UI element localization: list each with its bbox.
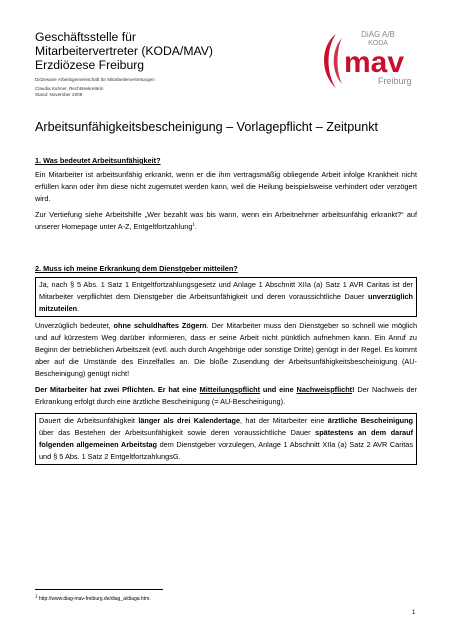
footnote-number: 1 [35,593,38,599]
section-1-heading: 1. Was bedeutet Arbeitsunfähigkeit? [35,156,161,165]
box-2-a: Dauert die Arbeitsunfähigkeit [39,416,135,425]
para-2-bold-1: Der Mitarbeiter hat zwei Pflichten. Er hat eine [35,385,197,394]
para-1-lead: Unverzüglich bedeutet, [35,321,111,330]
section-1-para-2-text: Zur Vertiefung siehe Arbeitshilfe „Wer bezahlt was bis wann, wenn ein Arbeitnehmer arbeitsunfähig erkrankt?“ auf unserer Homepage unter A-Z, Entgeltfortzahlung [35,210,417,231]
diag-mav-logo [318,26,422,96]
section-1 [35,155,417,233]
para-2-rest: Der Nachweis der Erkrankung erfolgt durch eine ärztliche Bescheinigung (= AU-Bescheinigung). [35,385,417,406]
logo-line2: KODA [368,40,388,47]
section-1-para-1: Ein Mitarbeiter ist arbeitsunfähig erkrankt, wenn er die ihm vertragsmäßig obliegende Arbeit infolge Krankheit nicht erfüllen kann oder ihm diese nicht zugemutet werden kann, weil die Heilung beispielsweise verhindert oder verzögert wird. [35,170,417,203]
org-name-line2: Mitarbeitervertreter (KODA/MAV) [35,44,213,58]
box-1-text: Ja, nach § 5 Abs. 1 Satz 1 Entgeltfortzahlungsgesetz und Anlage 1 Abschnitt XIIa (a) Satz 1 AVR Caritas ist der Mitarbeiter verpflichtet dem Dienstgeber die Arbeitsunfähigkeit und deren voraussichtliche Dauer [39,280,413,301]
footnote [35,593,151,603]
box-2-c: , hat der Mitarbeiter eine [240,416,325,425]
box-2-e: dem Dienstgeber vorzulegen, Anlage 1 Abschnitt XIIa (a) Satz 2 AVR Caritas und § 5 Abs. 1 Satz 2 EntgeltfortzahlungsG. [39,440,414,461]
footnote-link[interactable]: http://www.diag-mav-freiburg.de/diag_a/diaga.htm. [37,596,151,602]
para-1-bold: ohne schuldhaftes Zögern [113,321,207,330]
section-2-para-1 [35,320,417,380]
box-1-bold: unverzüglich mitzuteilen [39,292,414,313]
org-subtitle: Diözesane Arbeitsgemeinschaft für Mitarbeitervertretungen [35,77,155,82]
section-1-para-2 [35,209,417,233]
org-name-line3: Erzdiözese Freiburg [35,58,145,72]
footnote-ref: 1 [192,221,195,227]
stand-line: Stand: November 2008 [35,92,83,97]
author-line: Claudia Kuhner, Rechtssekretärin [35,86,104,91]
logo-city: Freiburg [378,76,412,86]
letterhead [35,30,295,98]
para-2-underline-1: Mitteilungspflicht [199,385,261,394]
para-2-bold-2: und eine [262,385,294,394]
para-2-underline-2: Nachweispflicht [296,385,353,394]
section-1-para-2-end: . [194,222,197,231]
document-title: Arbeitsunfähigkeitsbescheinigung – Vorlagepflicht – Zeitpunkt [35,120,379,134]
box-2-bold-3: spätestens an dem darauf folgenden allgemeinen Arbeitstag [39,428,413,449]
box-1-end: . [77,304,80,313]
box-2-d: über das Bestehen der Arbeitsunfähigkeit sowie deren voraussichtliche Dauer [39,428,311,437]
section-2-box-2 [35,413,417,465]
para-1-rest: . Der Mitarbeiter muss den Dienstgeber so schnell wie möglich und auf kürzestem Weg darüber informieren, dass er seine Arbeit nicht pünktlich aufnehmen kann. Ein Anruf zu Beginn der betrieblichen Arbeitszeit (evtl. auch durch Angehörige oder sonstige Dritte) genügt in der Regel. Es kommt aber auf die Umstände des Einzelfalles an. Die bloße Zusendung der Arbeitsunfähigkeitsbescheinigung (AU-Bescheinigung) genügt nicht! [35,321,418,378]
para-2-bold-3: ! [352,385,355,394]
logo-mark: mav [344,46,405,79]
box-2-bold-1: länger als drei Kalendertage [138,416,241,425]
section-2 [35,263,417,465]
footnote-divider [35,589,163,590]
box-2-bold-2: ärztliche Bescheinigung [327,416,414,425]
section-2-para-2 [35,384,417,408]
logo-line1: DiAG A/B [361,30,395,39]
org-name-line1: Geschäftsstelle für [35,30,136,44]
section-2-heading: 2. Muss ich meine Erkrankung dem Dienstgeber mitteilen? [35,264,238,273]
page-number: 1 [412,610,416,616]
section-2-box-1 [35,277,417,317]
